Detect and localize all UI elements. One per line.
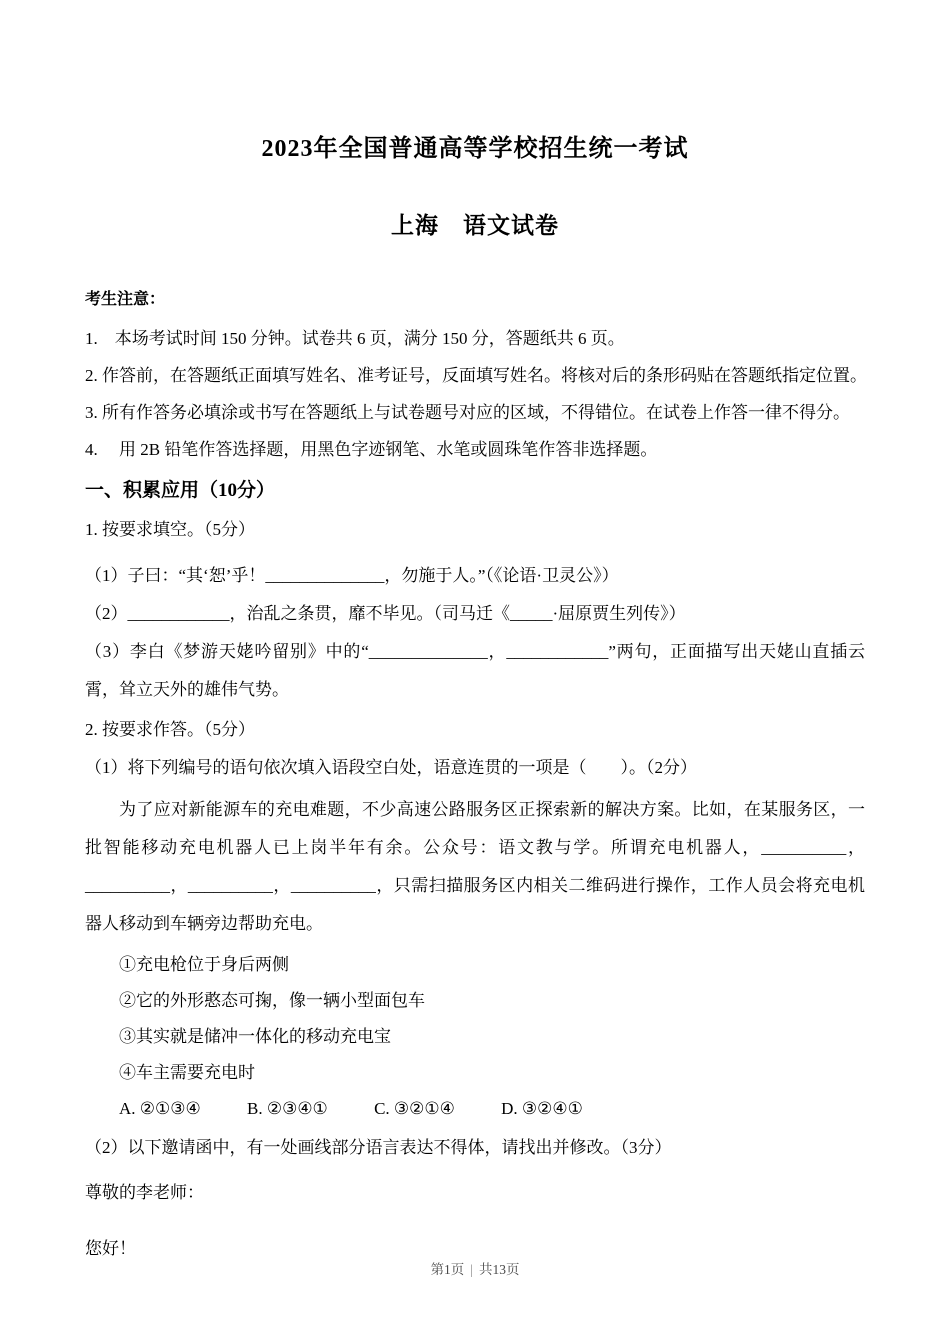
question1-stem: 1. 按要求填空。（5分） (85, 520, 255, 539)
letter-salutation: 尊敬的李老师： (85, 1183, 204, 1202)
choice-c: C. ③②①④ (374, 1099, 455, 1118)
numbered-sentence-list (85, 947, 865, 1091)
choice-d: D. ③②④① (501, 1099, 583, 1118)
notice-heading: 考生注意： (85, 291, 166, 308)
question1-item-2: （2）____________，治乱之条贯，靡不毕见。（司马迁《_____·屈原贾生列传》） (85, 604, 686, 623)
question2-stem: 2. 按要求作答。（5分） (85, 720, 255, 739)
question2-sub1-stem: （1）将下列编号的语句依次填入语段空白处，语意连贯的一项是（ ）。（2分） (85, 758, 697, 777)
choice-b: B. ②③④① (247, 1099, 328, 1118)
exam-title: 2023年全国普通高等学校招生统一考试 (261, 136, 689, 162)
section1-heading: 一、积累应用（10分） (85, 480, 276, 501)
question1-item-3: （3）李白《梦游天姥吟留别》中的“______________，____________”两句，正面描写出天姥山直插云霄，耸立天外的雄伟气势。 (85, 642, 865, 699)
exam-subtitle: 上海 语文试卷 (391, 213, 559, 238)
notice-item: 1. 本场考试时间 150 分钟。试卷共 6 页，满分 150 分，答题纸共 6 页。 (85, 329, 625, 348)
footer-separator: | (470, 1262, 473, 1277)
footer-page-number: 第1页 (430, 1262, 465, 1277)
notice-item: 4. 用 2B 铅笔作答选择题，用黑色字迹钢笔、水笔或圆珠笔作答非选择题。 (85, 440, 658, 459)
notice-list (85, 327, 865, 462)
page-footer (0, 1258, 950, 1278)
numbered-sentence-3: ③其实就是储冲一体化的移动充电宝 (119, 1027, 391, 1046)
choice-row (85, 1091, 865, 1127)
footer-total-pages: 共13页 (478, 1262, 520, 1277)
numbered-sentence-4: ④车主需要充电时 (119, 1063, 255, 1082)
notice-item: 2. 作答前，在答题纸正面填写姓名、准考证号，反面填写姓名。将核对后的条形码贴在答题纸指定位置。 (85, 366, 867, 385)
notice-item: 3. 所有作答务必填涂或书写在答题纸上与试卷题号对应的区域，不得错位。在试卷上作答一律不得分。 (85, 403, 850, 422)
numbered-sentence-1: ①充电枪位于身后两侧 (119, 955, 289, 974)
numbered-sentence-2: ②它的外形憨态可掬，像一辆小型面包车 (119, 991, 425, 1010)
letter-greeting: 您好！ (85, 1239, 136, 1258)
question1-item-1: （1）子曰：“其‘恕’乎！______________，勿施于人。”（《论语·卫灵公》） (85, 566, 619, 585)
question2-sub2-stem: （2）以下邀请函中，有一处画线部分语言表达不得体，请找出并修改。（3分） (85, 1138, 672, 1157)
invitation-letter (85, 1181, 865, 1261)
question2-passage: 为了应对新能源车的充电难题，不少高速公路服务区正探索新的解决方案。比如，在某服务区，一批智能移动充电机器人已上岗半年有余。公众号：语文教与学。所谓充电机器人，__________，__________，__________，__________，只需扫描服务区内相关二维码进行操作，工作人员会将充电机器人移动到车辆旁边帮助充电。 (85, 800, 865, 933)
choice-a: A. ②①③④ (119, 1099, 201, 1118)
